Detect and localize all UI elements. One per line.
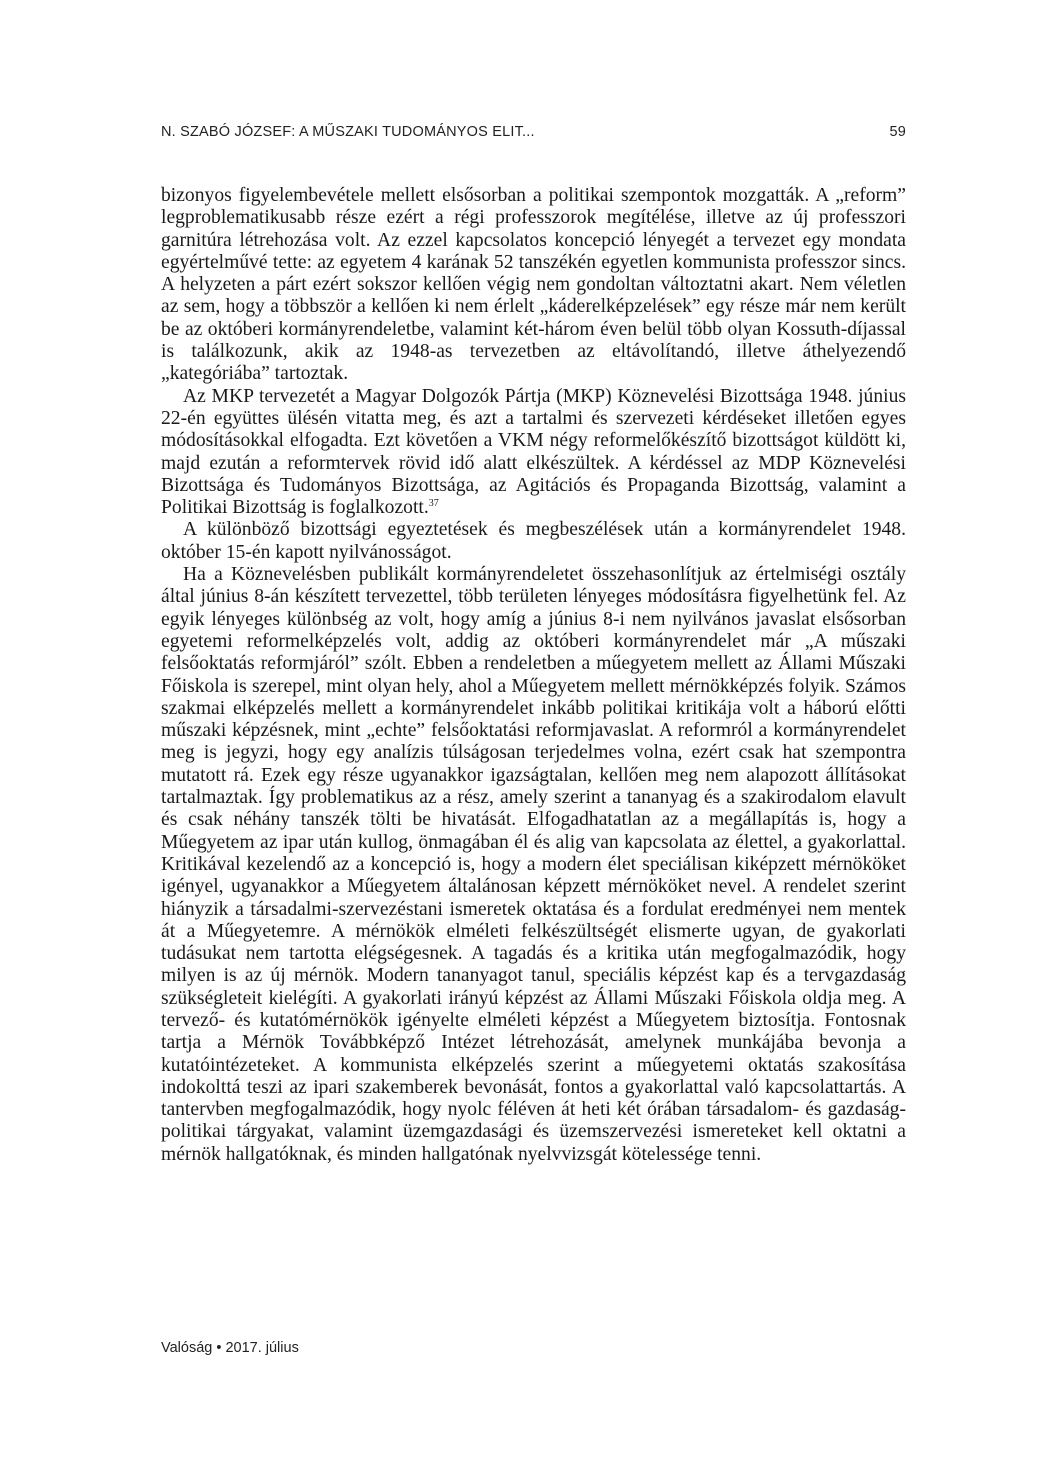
footnote-reference: 37 xyxy=(428,498,439,510)
paragraph-text: A különböző bizottsági egyeztetések és megbeszélések után a kormányrendelet 1948. október 15-én kapott nyilvánosságot. xyxy=(161,519,906,563)
article-body xyxy=(161,185,906,1166)
paragraph-mkp-draft xyxy=(161,386,906,520)
paragraph-text: Ha a Köznevelésben publikált kormányrendeletet összehasonlítjuk az értelmiségi osztály által június 8-án készített tervezettel, több területen lényeges módosításra figyelhetünk fel. Az egyik lényeges különbség az volt, hogy amíg a június 8-i nem nyilvános javaslat elsősorban egyetemi reformelképzelés volt, addig az októberi kormányrendelet már „A műszaki felsőoktatás reformjáról” szólt. Ebben a rendeletben a műegyetem mellett az Állami Műszaki Főiskola is szerepel, mint olyan hely, ahol a Műegyetem mellett mérnökképzés folyik. Számos szakmai elképzelés mellett a kormányrendelet inkább politikai kritikája volt a háború előtti műszaki képzésnek, mint „echte” felsőoktatási reformjavaslat. A reformról a kormányrendelet meg is jegyzi, hogy egy analízis túlságosan terjedelmes volna, ezért csak hat szempontra mutatott rá. Ezek egy része ugyanakkor igazságtalan, kellően meg nem alapozott állításokat tartalmaztak. Így problematikus az a rész, amely szerint a tananyag és a szakirodalom elavult és csak néhány tanszék tölti be hivatását. Elfogadhatatlan az a megállapítás is, hogy a Műegyetem az ipar után kullog, önmagában él és alig van kapcsolata az élettel, a gyakorlattal. Kritikával kezelendő az a koncepció is, hogy a modern élet speciálisan kiképzett mérnököket igényel, ugyanakkor a Műegyetem általánosan képzett mérnököket nevel. A rendelet szerint hiányzik a társadalmi-szervezéstani ismeretek oktatása és a fordulat eredményei nem mentek át a Műegyetemre. A mérnökök elméleti felkészültségét elismerte ugyan, de gyakorlati tudásukat nem tartotta elégségesnek. A tagadás és a kritika után megfogalmazódik, hogy milyen is az új mérnök. Modern tananyagot tanul, speciális képzést kap és a tervgazdaság szükségleteit kielégíti. A gyakorlati irányú képzést az Állami Műszaki Főiskola oldja meg. A tervező- és kutatómérnökök igényelte elméleti képzést a Műegyetem biztosítja. Fontosnak tartja a Mérnök Továbbképző Intézet létrehozását, amelynek munkájába bevonja a kutatóintézeteket. A kommunista elképzelés szerint a műegyetemi oktatás szakosítása indokolttá teszi az ipari szakemberek bevonását, fontos a gyakorlattal való kapcsolattartás. A tantervben megfogalmazódik, hogy nyolc féléven át heti két órában társadalom- és gazdaságpolitikai tárgyakat, valamint üzemgazdasági és üzemszervezési ismereteket kell oktatni a mérnök hallgatóknak, és minden hallgatónak nyelvvizsgát kötelessége tenni. xyxy=(161,564,906,1165)
running-title: N. SZABÓ JÓZSEF: A MŰSZAKI TUDOMÁNYOS ELIT... xyxy=(161,124,535,140)
running-header xyxy=(161,124,906,146)
paragraph-text: Az MKP tervezetét a Magyar Dolgozók Pártja (MKP) Köznevelési Bizottsága 1948. június 22-én együttes ülésén vitatta meg, és azt a tartalmi és szervezeti kérdéseket illetően egyes módosításokkal elfogadta. Ezt követően a VKM négy reformelőkészítő bizottságot küldött ki, majd ezután a reformtervek rövid idő alatt elkészültek. A kérdéssel az MDP Köznevelési Bizottsága és Tudományos Bizottsága, az Agitációs és Propaganda Bizottság, valamint a Politikai Bizottság is foglalkozott. xyxy=(161,385,906,519)
paragraph-text: bizonyos figyelembevétele mellett elsősorban a politikai szempontok mozgatták. A „reform” legproblematikusabb része ezért a régi professzorok megítélése, illetve az új professzori garnitúra létrehozása volt. Az ezzel kapcsolatos koncepció lényegét a tervezet egy mondata egyértelművé tette: az egyetem 4 karának 52 tanszékén egyetlen kommunista professzor sincs. A helyzeten a párt ezért sokszor kellően végig nem gondoltan változtatni akart. Nem véletlen az sem, hogy a többször a kellően ki nem érlelt „káderelképzelések” egy része már nem került be az októberi kormányrendeletbe, valamint két-három éven belül több olyan Kossuth-díjassal is találkozunk, akik az 1948-as tervezetben az eltávolítandó, illetve áthelyezendő „kategóriába” tartoztak. xyxy=(161,185,906,385)
page-footer: Valóság • 2017. július xyxy=(161,1340,299,1356)
paragraph-continued xyxy=(161,185,906,386)
page-number: 59 xyxy=(889,124,906,140)
paragraph-committee xyxy=(161,519,906,564)
paragraph-decree-comparison xyxy=(161,564,906,1166)
